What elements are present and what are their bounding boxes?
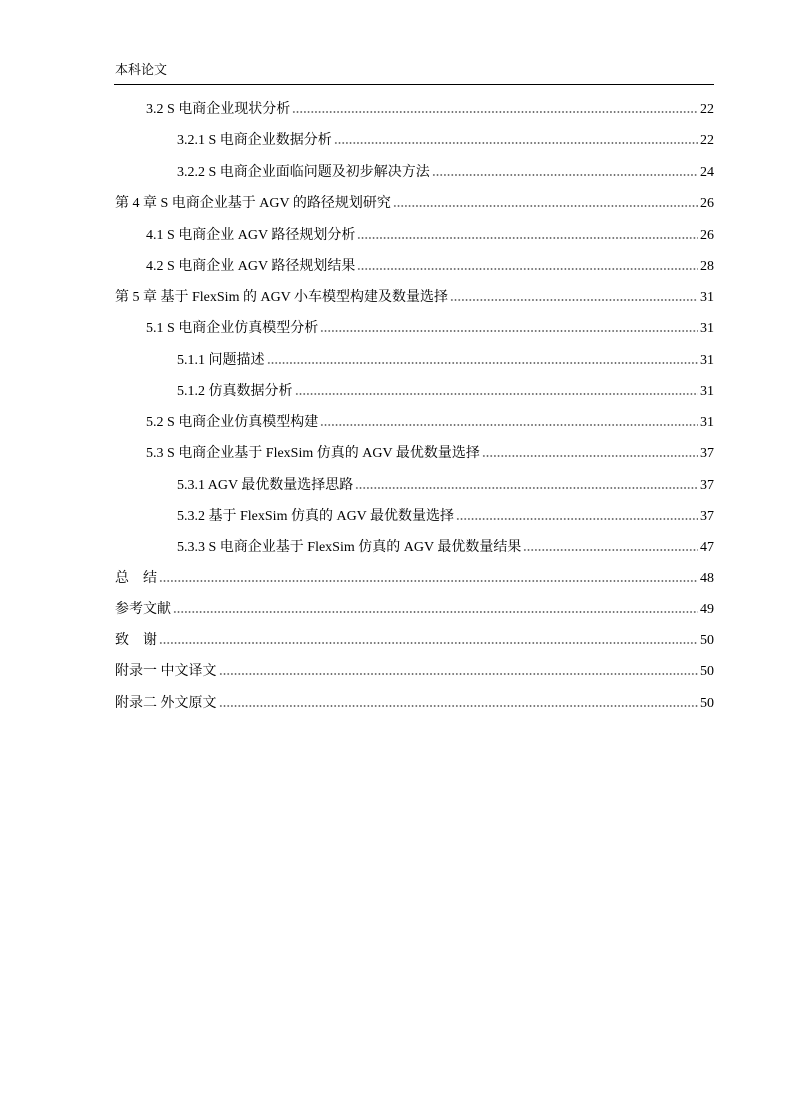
toc-entry-label: 5.2 S 电商企业仿真模型构建: [146, 415, 319, 430]
toc-entry-acknowledgements[interactable]: [115, 631, 714, 651]
toc-entry-references[interactable]: [115, 600, 714, 620]
toc-dot-leader: [159, 642, 698, 644]
toc-entry-label: 5.3.3 S 电商企业基于 FlexSim 仿真的 AGV 最优数量结果: [177, 540, 522, 555]
toc-entry-4-1[interactable]: [146, 226, 714, 246]
toc-entry-5-3[interactable]: [146, 444, 714, 464]
toc-entry-4-2[interactable]: [146, 257, 714, 277]
toc-entry-page: 31: [700, 321, 714, 336]
toc-dot-leader: [523, 549, 698, 551]
toc-entry-label: 4.1 S 电商企业 AGV 路径规划分析: [146, 228, 356, 243]
toc-dot-leader: [173, 611, 698, 613]
toc-dot-leader: [295, 393, 699, 395]
toc-entry-appendix-2[interactable]: [115, 694, 714, 714]
toc-entry-chapter-4[interactable]: [115, 194, 714, 214]
toc-entry-label: 5.1.2 仿真数据分析: [177, 384, 293, 399]
toc-dot-leader: [456, 518, 698, 520]
toc-entry-label: 5.1 S 电商企业仿真模型分析: [146, 321, 319, 336]
toc-entry-label: 4.2 S 电商企业 AGV 路径规划结果: [146, 259, 356, 274]
toc-entry-page: 37: [700, 446, 714, 461]
toc-entry-page: 48: [700, 571, 714, 586]
toc-entry-5-1[interactable]: [146, 319, 714, 339]
toc-entry-page: 24: [700, 165, 714, 180]
toc-entry-appendix-1[interactable]: [115, 662, 714, 682]
toc-entry-label: 3.2 S 电商企业现状分析: [146, 102, 291, 117]
toc-entry-5-3-3[interactable]: [177, 538, 714, 558]
toc-entry-label: 第 5 章 基于 FlexSim 的 AGV 小车模型构建及数量选择: [115, 290, 449, 305]
toc-entry-page: 22: [700, 133, 714, 148]
toc-dot-leader: [357, 237, 698, 239]
toc-entry-page: 28: [700, 259, 714, 274]
toc-entry-label: 5.3.1 AGV 最优数量选择思路: [177, 478, 354, 493]
toc-entry-page: 50: [700, 633, 714, 648]
toc-entry-page: 26: [700, 196, 714, 211]
toc-dot-leader: [432, 174, 698, 176]
toc-dot-leader: [482, 455, 698, 457]
toc-entry-page: 37: [700, 478, 714, 493]
toc-dot-leader: [334, 142, 698, 144]
toc-entry-label: 第 4 章 S 电商企业基于 AGV 的路径规划研究: [115, 196, 391, 211]
toc-entry-label: 总 结: [115, 571, 157, 586]
toc-entry-label: 附录一 中文译文: [115, 664, 217, 679]
toc-entry-page: 49: [700, 602, 714, 617]
toc-entry-page: 22: [700, 102, 714, 117]
toc-entry-label: 3.2.2 S 电商企业面临问题及初步解决方法: [177, 165, 430, 180]
toc-entry-page: 50: [700, 696, 714, 711]
page-header-label: 本科论文: [115, 62, 168, 77]
toc-dot-leader: [357, 268, 698, 270]
toc-entry-page: 31: [700, 415, 714, 430]
toc-dot-leader: [393, 205, 698, 207]
toc-entry-label: 5.1.1 问题描述: [177, 353, 265, 368]
toc-dot-leader: [159, 580, 698, 582]
toc-dot-leader: [219, 705, 699, 707]
toc-entry-label: 3.2.1 S 电商企业数据分析: [177, 133, 332, 148]
toc-dot-leader: [219, 673, 699, 675]
toc-entry-page: 50: [700, 664, 714, 679]
toc-entry-5-3-1[interactable]: [177, 476, 714, 496]
toc-dot-leader: [355, 487, 698, 489]
toc-entry-3-2-1[interactable]: [177, 131, 714, 151]
toc-entry-5-3-2[interactable]: [177, 507, 714, 527]
toc-entry-label: 参考文献: [115, 602, 171, 617]
toc-entry-page: 26: [700, 228, 714, 243]
toc-entry-3-2-2[interactable]: [177, 163, 714, 183]
toc-entry-page: 37: [700, 509, 714, 524]
toc-entry-5-2[interactable]: [146, 413, 714, 433]
toc-entry-3-2[interactable]: [146, 100, 714, 120]
toc-dot-leader: [450, 299, 698, 301]
toc-dot-leader: [320, 424, 698, 426]
toc-entry-label: 5.3.2 基于 FlexSim 仿真的 AGV 最优数量选择: [177, 509, 455, 524]
toc-entry-label: 致 谢: [115, 633, 157, 648]
toc-entry-5-1-2[interactable]: [177, 382, 714, 402]
toc-dot-leader: [292, 111, 698, 113]
toc-entry-page: 31: [700, 353, 714, 368]
toc-entry-label: 5.3 S 电商企业基于 FlexSim 仿真的 AGV 最优数量选择: [146, 446, 480, 461]
toc-dot-leader: [267, 362, 699, 364]
toc-dot-leader: [320, 330, 698, 332]
toc-entry-summary[interactable]: [115, 569, 714, 589]
toc-entry-page: 47: [700, 540, 714, 555]
toc-entry-page: 31: [700, 290, 714, 305]
toc-entry-page: 31: [700, 384, 714, 399]
toc-entry-5-1-1[interactable]: [177, 351, 714, 371]
toc-entry-chapter-5[interactable]: [115, 288, 714, 308]
toc-entry-label: 附录二 外文原文: [115, 696, 217, 711]
